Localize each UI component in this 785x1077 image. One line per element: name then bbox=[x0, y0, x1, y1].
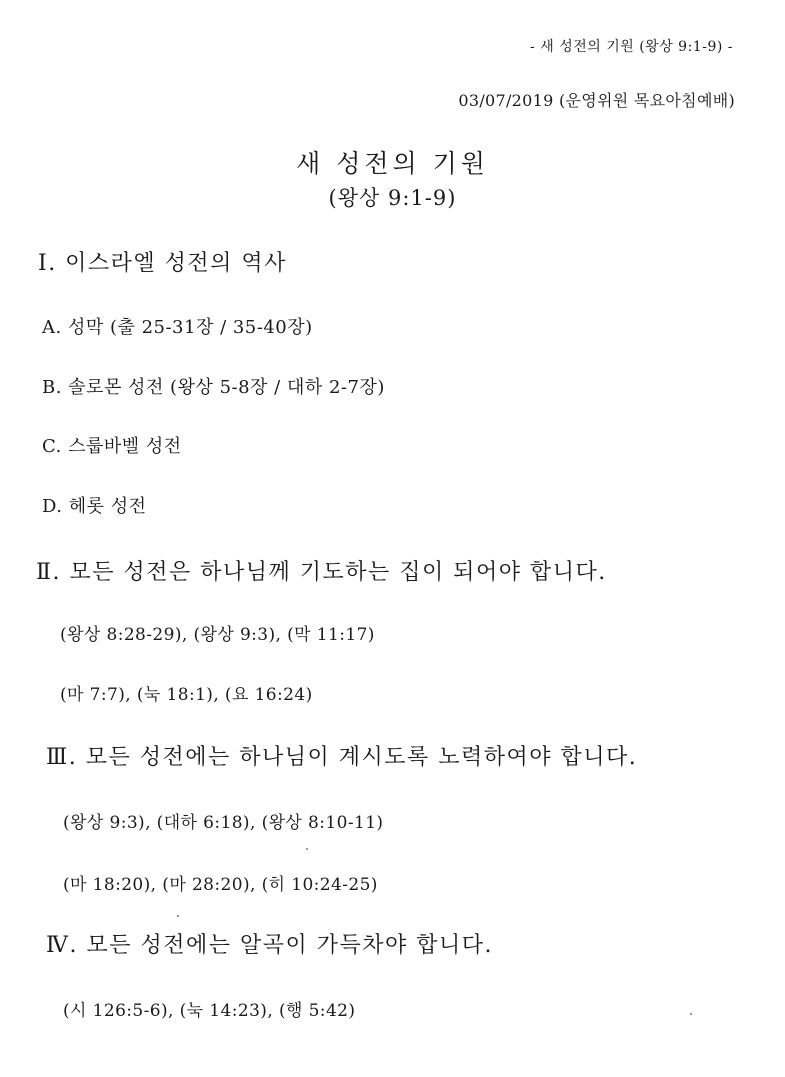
scan-speck bbox=[690, 1013, 692, 1015]
page-title: 새 성전의 기원 bbox=[296, 149, 489, 178]
section-1-item-d: D. 헤롯 성전 bbox=[42, 496, 147, 517]
section-1-item-c: C. 스룹바벨 성전 bbox=[42, 436, 182, 457]
section-1-item-b: B. 솔로몬 성전 (왕상 5-8장 / 대하 2-7장) bbox=[42, 377, 385, 398]
date-line: 03/07/2019 (운영위원 목요아침예배) bbox=[458, 91, 735, 110]
section-1-item-a: A. 성막 (출 25-31장 / 35-40장) bbox=[42, 317, 313, 338]
section-2-refs-2: (마 7:7), (눅 18:1), (요 16:24) bbox=[60, 685, 313, 705]
section-3-refs-2: (마 18:20), (마 28:20), (히 10:24-25) bbox=[63, 875, 378, 895]
running-header: - 새 성전의 기원 (왕상 9:1-9) - bbox=[530, 39, 733, 55]
section-2-heading: Ⅱ. 모든 성전은 하나님께 기도하는 집이 되어야 합니다. bbox=[36, 560, 607, 585]
section-2-refs-1: (왕상 8:28-29), (왕상 9:3), (막 11:17) bbox=[60, 625, 375, 645]
section-4-heading: Ⅳ. 모든 성전에는 알곡이 가득차야 합니다. bbox=[46, 933, 493, 958]
section-1-heading: Ⅰ. 이스라엘 성전의 역사 bbox=[38, 251, 287, 276]
section-3-heading: Ⅲ. 모든 성전에는 하나님이 계시도록 노력하여야 합니다. bbox=[46, 745, 638, 770]
section-4-refs-1: (시 126:5-6), (눅 14:23), (행 5:42) bbox=[63, 1001, 356, 1021]
section-3-refs-1: (왕상 9:3), (대하 6:18), (왕상 8:10-11) bbox=[63, 813, 384, 833]
scan-speck bbox=[177, 915, 179, 917]
title-scripture: (왕상 9:1-9) bbox=[328, 186, 457, 210]
scan-speck bbox=[306, 848, 308, 850]
